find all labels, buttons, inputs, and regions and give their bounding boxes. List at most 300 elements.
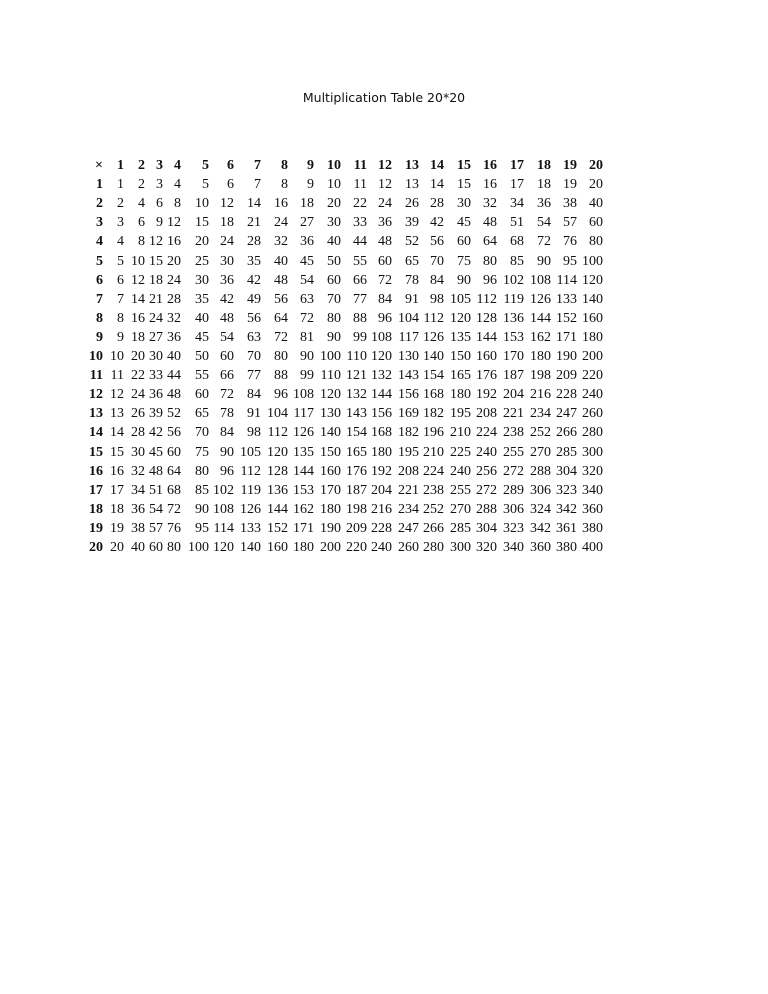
table-cell: 20 xyxy=(110,540,124,555)
table-cell: 19 xyxy=(563,177,577,193)
table-cell: 126 xyxy=(530,291,551,307)
table-cell: 209 xyxy=(556,368,577,384)
table-cell: 3 xyxy=(156,177,163,193)
table-cell: 14 xyxy=(110,425,124,441)
table-cell: 140 xyxy=(240,540,261,555)
table-cell: 130 xyxy=(398,349,419,364)
table-cell: 77 xyxy=(247,368,261,384)
table-cell: 77 xyxy=(353,291,367,307)
column-header: 8 xyxy=(281,158,288,173)
table-cell: 99 xyxy=(353,329,367,345)
table-cell: 30 xyxy=(220,253,234,269)
table-cell: 15 xyxy=(149,253,163,269)
table-cell: 208 xyxy=(398,463,419,479)
table-cell: 190 xyxy=(320,520,341,536)
table-cell: 81 xyxy=(300,329,314,345)
table-cell: 50 xyxy=(195,349,209,364)
table-cell: 160 xyxy=(582,310,603,326)
table-cell: 12 xyxy=(378,177,392,193)
table-cell: 36 xyxy=(300,234,314,250)
table-cell: 20 xyxy=(589,177,603,193)
table-cell: 1 xyxy=(117,177,124,193)
table-cell: 112 xyxy=(267,425,288,441)
table-cell: 210 xyxy=(450,425,471,441)
table-cell: 28 xyxy=(247,234,261,250)
table-cell: 120 xyxy=(450,310,471,326)
table-cell: 7 xyxy=(117,291,124,307)
table-cell: 36 xyxy=(537,196,551,212)
table-cell: 17 xyxy=(510,177,524,193)
row-header: 16 xyxy=(89,463,103,479)
table-cell: 144 xyxy=(476,329,497,345)
table-cell: 26 xyxy=(131,406,145,422)
table-cell: 56 xyxy=(247,310,261,326)
table-cell: 120 xyxy=(267,444,288,460)
table-cell: 99 xyxy=(300,368,314,384)
table-cell: 33 xyxy=(353,215,367,231)
table-cell: 30 xyxy=(195,272,209,288)
table-cell: 140 xyxy=(320,425,341,441)
table-cell: 176 xyxy=(346,463,367,479)
table-cell: 39 xyxy=(149,406,163,422)
row-header: 19 xyxy=(89,520,103,536)
row-header: 15 xyxy=(89,444,103,460)
table-cell: 140 xyxy=(582,291,603,307)
table-cell: 9 xyxy=(156,215,163,231)
table-cell: 52 xyxy=(167,406,181,422)
table-cell: 360 xyxy=(582,501,603,517)
table-cell: 130 xyxy=(320,406,341,422)
table-cell: 12 xyxy=(220,196,234,212)
table-cell: 51 xyxy=(510,215,524,231)
table-cell: 192 xyxy=(371,463,392,479)
table-cell: 108 xyxy=(371,329,392,345)
table-cell: 266 xyxy=(556,425,577,441)
table-cell: 306 xyxy=(503,501,524,517)
table-cell: 44 xyxy=(167,368,181,384)
table-cell: 200 xyxy=(320,540,341,555)
table-cell: 42 xyxy=(247,272,261,288)
table-cell: 224 xyxy=(423,463,444,479)
table-cell: 380 xyxy=(582,520,603,536)
column-header: 15 xyxy=(457,158,471,173)
table-cell: 90 xyxy=(537,253,551,269)
table-cell: 165 xyxy=(346,444,367,460)
table-cell: 20 xyxy=(131,349,145,364)
table-cell: 204 xyxy=(503,387,524,403)
column-header: 18 xyxy=(537,158,551,173)
table-cell: 4 xyxy=(174,177,181,193)
table-cell: 108 xyxy=(530,272,551,288)
table-cell: 72 xyxy=(537,234,551,250)
table-cell: 152 xyxy=(556,310,577,326)
table-cell: 320 xyxy=(476,540,497,555)
table-cell: 84 xyxy=(247,387,261,403)
table-cell: 65 xyxy=(195,406,209,422)
column-header: 10 xyxy=(327,158,341,173)
table-cell: 6 xyxy=(156,196,163,212)
table-cell: 162 xyxy=(530,329,551,345)
table-cell: 35 xyxy=(247,253,261,269)
table-cell: 361 xyxy=(556,520,577,536)
table-cell: 168 xyxy=(423,387,444,403)
table-cell: 18 xyxy=(220,215,234,231)
table-cell: 225 xyxy=(450,444,471,460)
table-cell: 210 xyxy=(423,444,444,460)
table-cell: 21 xyxy=(149,291,163,307)
table-cell: 18 xyxy=(110,501,124,517)
table-cell: 192 xyxy=(476,387,497,403)
table-cell: 66 xyxy=(353,272,367,288)
table-cell: 12 xyxy=(167,215,181,231)
table-cell: 72 xyxy=(378,272,392,288)
table-cell: 45 xyxy=(457,215,471,231)
table-cell: 48 xyxy=(220,310,234,326)
table-cell: 18 xyxy=(300,196,314,212)
table-cell: 42 xyxy=(430,215,444,231)
table-cell: 182 xyxy=(398,425,419,441)
table-cell: 306 xyxy=(530,482,551,498)
table-cell: 90 xyxy=(457,272,471,288)
table-cell: 80 xyxy=(274,349,288,364)
table-cell: 289 xyxy=(503,482,524,498)
table-cell: 300 xyxy=(450,540,471,555)
table-cell: 25 xyxy=(195,253,209,269)
table-cell: 48 xyxy=(483,215,497,231)
table-cell: 12 xyxy=(149,234,163,250)
table-cell: 252 xyxy=(530,425,551,441)
table-cell: 40 xyxy=(195,310,209,326)
table-cell: 252 xyxy=(423,501,444,517)
table-cell: 9 xyxy=(117,329,124,345)
table-cell: 32 xyxy=(274,234,288,250)
table-cell: 24 xyxy=(167,272,181,288)
table-cell: 180 xyxy=(450,387,471,403)
table-cell: 76 xyxy=(167,520,181,536)
table-cell: 380 xyxy=(556,540,577,555)
table-cell: 22 xyxy=(353,196,367,212)
table-cell: 38 xyxy=(563,196,577,212)
table-cell: 104 xyxy=(267,406,288,422)
table-cell: 21 xyxy=(247,215,261,231)
table-cell: 27 xyxy=(149,329,163,345)
table-cell: 204 xyxy=(371,482,392,498)
table-cell: 88 xyxy=(274,368,288,384)
table-cell: 228 xyxy=(556,387,577,403)
table-cell: 135 xyxy=(293,444,314,460)
table-cell: 4 xyxy=(117,234,124,250)
table-cell: 80 xyxy=(483,253,497,269)
table-cell: 324 xyxy=(530,501,551,517)
column-header: 4 xyxy=(174,158,181,173)
table-cell: 256 xyxy=(476,463,497,479)
table-cell: 7 xyxy=(254,177,261,193)
table-cell: 342 xyxy=(556,501,577,517)
table-cell: 36 xyxy=(149,387,163,403)
table-cell: 96 xyxy=(220,463,234,479)
table-cell: 64 xyxy=(483,234,497,250)
table-cell: 14 xyxy=(131,291,145,307)
table-cell: 18 xyxy=(149,272,163,288)
table-cell: 132 xyxy=(346,387,367,403)
column-header: 1 xyxy=(117,158,124,173)
table-cell: 78 xyxy=(405,272,419,288)
table-cell: 88 xyxy=(353,310,367,326)
table-cell: 54 xyxy=(149,501,163,517)
table-cell: 238 xyxy=(503,425,524,441)
table-cell: 288 xyxy=(476,501,497,517)
table-cell: 20 xyxy=(195,234,209,250)
table-cell: 35 xyxy=(195,291,209,307)
table-cell: 45 xyxy=(300,253,314,269)
table-cell: 27 xyxy=(300,215,314,231)
table-cell: 280 xyxy=(423,540,444,555)
table-cell: 32 xyxy=(131,463,145,479)
table-cell: 70 xyxy=(195,425,209,441)
table-cell: 80 xyxy=(167,540,181,555)
row-header: 17 xyxy=(89,482,103,498)
row-header: 4 xyxy=(96,234,103,250)
table-cell: 84 xyxy=(220,425,234,441)
table-cell: 70 xyxy=(247,349,261,364)
table-cell: 221 xyxy=(398,482,419,498)
table-cell: 85 xyxy=(510,253,524,269)
table-cell: 108 xyxy=(213,501,234,517)
table-cell: 266 xyxy=(423,520,444,536)
row-header: 7 xyxy=(96,291,103,307)
table-cell: 18 xyxy=(131,329,145,345)
table-cell: 8 xyxy=(138,234,145,250)
column-header: 3 xyxy=(156,158,163,173)
table-cell: 13 xyxy=(110,406,124,422)
table-cell: 220 xyxy=(346,540,367,555)
column-header: 9 xyxy=(307,158,314,173)
table-cell: 128 xyxy=(267,463,288,479)
table-cell: 45 xyxy=(195,329,209,345)
table-cell: 34 xyxy=(510,196,524,212)
table-cell: 105 xyxy=(240,444,261,460)
page-title: Multiplication Table 20*20 xyxy=(302,90,466,105)
table-cell: 48 xyxy=(378,234,392,250)
table-cell: 60 xyxy=(167,444,181,460)
table-cell: 32 xyxy=(167,310,181,326)
table-cell: 70 xyxy=(327,291,341,307)
table-cell: 8 xyxy=(281,177,288,193)
table-cell: 24 xyxy=(378,196,392,212)
table-cell: 323 xyxy=(556,482,577,498)
table-cell: 153 xyxy=(503,329,524,345)
table-cell: 234 xyxy=(398,501,419,517)
table-cell: 340 xyxy=(503,540,524,555)
table-cell: 126 xyxy=(240,501,261,517)
table-cell: 60 xyxy=(378,253,392,269)
table-cell: 300 xyxy=(582,444,603,460)
table-cell: 15 xyxy=(110,444,124,460)
table-cell: 304 xyxy=(476,520,497,536)
table-cell: 195 xyxy=(450,406,471,422)
table-cell: 104 xyxy=(398,310,419,326)
table-cell: 10 xyxy=(327,177,341,193)
table-cell: 98 xyxy=(430,291,444,307)
table-cell: 114 xyxy=(556,272,577,288)
table-cell: 91 xyxy=(405,291,419,307)
table-cell: 16 xyxy=(131,310,145,326)
table-cell: 10 xyxy=(110,349,124,364)
table-cell: 96 xyxy=(274,387,288,403)
table-cell: 100 xyxy=(582,253,603,269)
table-cell: 75 xyxy=(457,253,471,269)
table-cell: 26 xyxy=(405,196,419,212)
table-cell: 100 xyxy=(188,540,209,555)
table-cell: 240 xyxy=(476,444,497,460)
table-cell: 95 xyxy=(563,253,577,269)
table-cell: 60 xyxy=(149,540,163,555)
table-cell: 15 xyxy=(195,215,209,231)
table-cell: 208 xyxy=(476,406,497,422)
table-cell: 55 xyxy=(195,368,209,384)
table-cell: 128 xyxy=(476,310,497,326)
table-cell: 60 xyxy=(457,234,471,250)
table-cell: 156 xyxy=(371,406,392,422)
table-cell: 105 xyxy=(450,291,471,307)
table-cell: 136 xyxy=(267,482,288,498)
table-cell: 169 xyxy=(398,406,419,422)
table-cell: 120 xyxy=(213,540,234,555)
table-cell: 32 xyxy=(483,196,497,212)
table-cell: 100 xyxy=(320,349,341,364)
table-cell: 80 xyxy=(589,234,603,250)
table-cell: 171 xyxy=(556,329,577,345)
table-cell: 190 xyxy=(556,349,577,364)
table-cell: 40 xyxy=(167,349,181,364)
table-cell: 16 xyxy=(167,234,181,250)
table-cell: 133 xyxy=(556,291,577,307)
column-header: 7 xyxy=(254,158,261,173)
table-cell: 120 xyxy=(582,272,603,288)
table-cell: 221 xyxy=(503,406,524,422)
table-corner-symbol: × xyxy=(95,158,103,173)
table-cell: 72 xyxy=(167,501,181,517)
table-cell: 14 xyxy=(430,177,444,193)
table-cell: 224 xyxy=(476,425,497,441)
table-cell: 5 xyxy=(117,253,124,269)
table-cell: 247 xyxy=(398,520,419,536)
table-cell: 56 xyxy=(274,291,288,307)
table-cell: 80 xyxy=(327,310,341,326)
table-cell: 10 xyxy=(131,253,145,269)
table-cell: 102 xyxy=(213,482,234,498)
table-cell: 133 xyxy=(240,520,261,536)
table-cell: 64 xyxy=(274,310,288,326)
table-cell: 60 xyxy=(327,272,341,288)
table-cell: 400 xyxy=(582,540,603,555)
row-header: 1 xyxy=(96,177,103,193)
table-cell: 48 xyxy=(149,463,163,479)
table-cell: 143 xyxy=(398,368,419,384)
table-cell: 54 xyxy=(537,215,551,231)
table-cell: 6 xyxy=(117,272,124,288)
table-cell: 280 xyxy=(582,425,603,441)
table-cell: 78 xyxy=(220,406,234,422)
table-cell: 285 xyxy=(556,444,577,460)
table-cell: 220 xyxy=(582,368,603,384)
column-header: 16 xyxy=(483,158,497,173)
table-cell: 66 xyxy=(220,368,234,384)
table-cell: 76 xyxy=(563,234,577,250)
row-header: 10 xyxy=(89,349,103,364)
table-cell: 36 xyxy=(167,329,181,345)
table-cell: 96 xyxy=(378,310,392,326)
table-cell: 90 xyxy=(220,444,234,460)
table-cell: 8 xyxy=(117,310,124,326)
table-cell: 96 xyxy=(483,272,497,288)
table-cell: 260 xyxy=(398,540,419,555)
table-cell: 40 xyxy=(327,234,341,250)
row-header: 9 xyxy=(96,329,103,345)
table-cell: 54 xyxy=(300,272,314,288)
column-header: 5 xyxy=(202,158,209,173)
table-cell: 28 xyxy=(430,196,444,212)
table-cell: 144 xyxy=(267,501,288,517)
table-cell: 60 xyxy=(220,349,234,364)
table-cell: 90 xyxy=(327,329,341,345)
table-cell: 240 xyxy=(371,540,392,555)
table-cell: 112 xyxy=(476,291,497,307)
table-cell: 216 xyxy=(371,501,392,517)
column-header: 12 xyxy=(378,158,392,173)
row-header: 14 xyxy=(89,425,103,441)
table-cell: 272 xyxy=(476,482,497,498)
table-cell: 38 xyxy=(131,520,145,536)
row-header: 2 xyxy=(96,196,103,212)
table-cell: 144 xyxy=(371,387,392,403)
table-cell: 30 xyxy=(327,215,341,231)
table-cell: 112 xyxy=(240,463,261,479)
table-cell: 126 xyxy=(423,329,444,345)
table-cell: 40 xyxy=(131,540,145,555)
table-cell: 42 xyxy=(220,291,234,307)
table-cell: 323 xyxy=(503,520,524,536)
table-cell: 16 xyxy=(110,463,124,479)
table-cell: 24 xyxy=(220,234,234,250)
table-cell: 180 xyxy=(530,349,551,364)
table-cell: 288 xyxy=(530,463,551,479)
table-cell: 3 xyxy=(117,215,124,231)
table-cell: 270 xyxy=(530,444,551,460)
table-cell: 52 xyxy=(405,234,419,250)
table-cell: 152 xyxy=(267,520,288,536)
table-cell: 144 xyxy=(293,463,314,479)
table-cell: 126 xyxy=(293,425,314,441)
table-cell: 17 xyxy=(110,482,124,498)
table-cell: 24 xyxy=(274,215,288,231)
table-cell: 120 xyxy=(320,387,341,403)
table-cell: 117 xyxy=(398,329,419,345)
table-cell: 136 xyxy=(503,310,524,326)
table-cell: 33 xyxy=(149,368,163,384)
table-cell: 2 xyxy=(138,177,145,193)
table-cell: 95 xyxy=(195,520,209,536)
table-cell: 360 xyxy=(530,540,551,555)
table-cell: 45 xyxy=(149,444,163,460)
table-cell: 20 xyxy=(167,253,181,269)
table-cell: 180 xyxy=(371,444,392,460)
table-cell: 34 xyxy=(131,482,145,498)
table-cell: 270 xyxy=(450,501,471,517)
table-cell: 12 xyxy=(131,272,145,288)
table-cell: 56 xyxy=(167,425,181,441)
table-cell: 57 xyxy=(563,215,577,231)
